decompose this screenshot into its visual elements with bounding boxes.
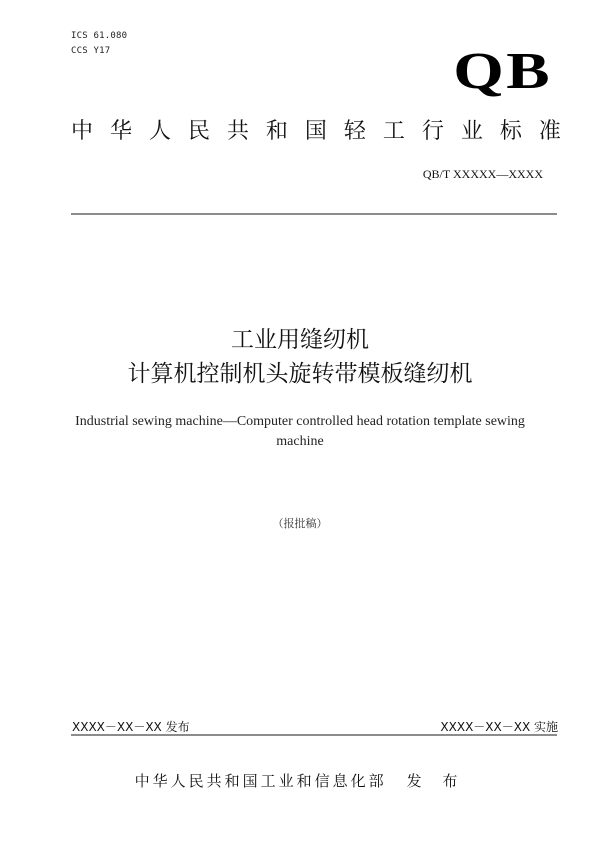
industry-title-char: 标 (499, 119, 522, 144)
ccs-code: CCS Y17 (71, 46, 111, 56)
publish-verb: 发 布 (406, 772, 466, 790)
industry-title-char: 共 (226, 119, 249, 144)
industry-title-char: 轻 (343, 119, 366, 144)
implementation-date: XXXX－XX－XX 实施 (440, 720, 558, 734)
industry-title-char: 中 (71, 119, 94, 144)
industry-title-char: 和 (265, 119, 288, 144)
industry-title-char: 业 (460, 119, 483, 144)
industry-title-char: 国 (304, 119, 327, 144)
industry-title-char: 工 (382, 119, 405, 144)
industry-title-char: 行 (421, 119, 444, 144)
title-chinese-line-1: 工业用缝纫机 (231, 327, 369, 353)
title-chinese-line-2: 计算机控制机头旋转带模板缝纫机 (127, 361, 473, 387)
footer-divider (71, 734, 557, 736)
header-divider (71, 213, 557, 215)
standard-number: QB/T XXXXX—XXXX (422, 167, 543, 181)
qb-logo: QB (453, 43, 552, 100)
industry-title-char: 人 (148, 119, 171, 144)
title-english: Industrial sewing machine—Computer controlled head rotation template sewing machine (75, 414, 525, 449)
issue-date: XXXX－XX－XX 发布 (72, 720, 190, 734)
publisher-line (0, 770, 600, 791)
industry-title-char: 准 (538, 119, 561, 144)
industry-title-char: 华 (109, 119, 132, 144)
ics-code: ICS 61.080 (71, 31, 128, 41)
industry-standard-title (71, 118, 561, 146)
publisher-name: 中华人民共和国工业和信息化部 (134, 772, 387, 790)
industry-title-char: 民 (187, 119, 210, 144)
draft-status: （报批稿） (272, 517, 328, 530)
